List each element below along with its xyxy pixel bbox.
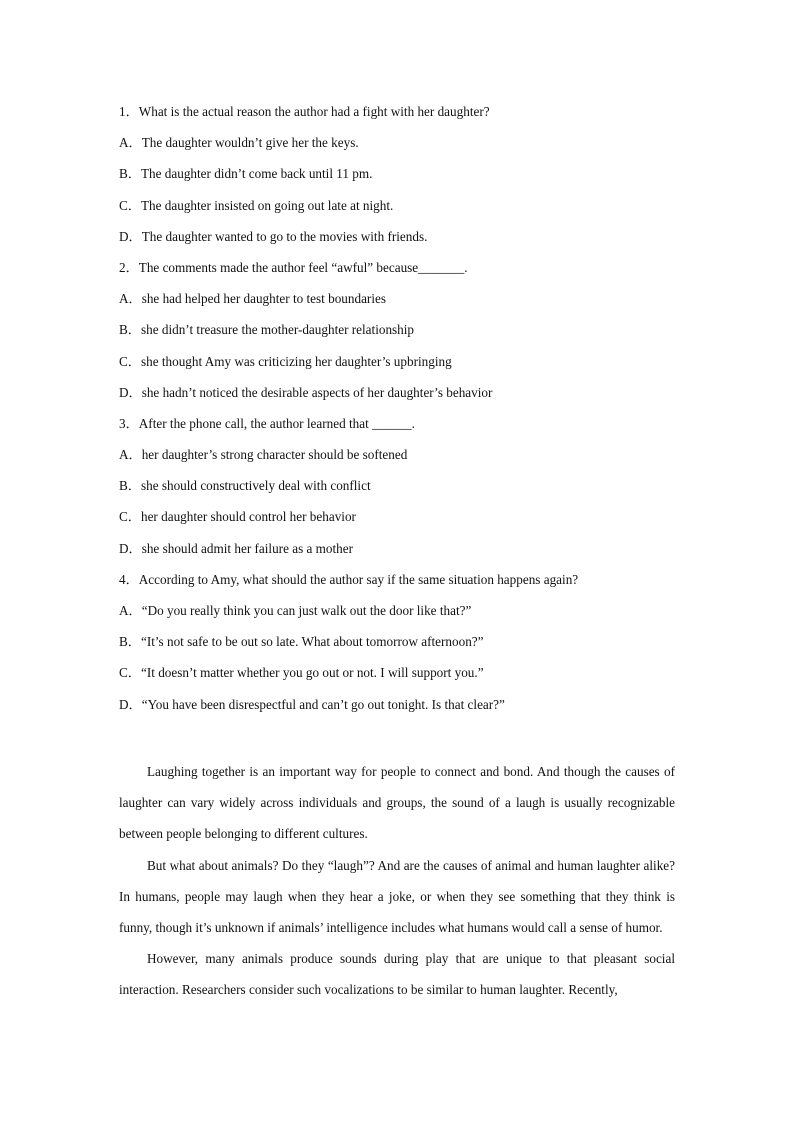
answer-option: D．she hadn’t noticed the desirable aspects of her daughter’s behavior (119, 384, 493, 400)
question-stem: 4．According to Amy, what should the author say if the same situation happens again? (119, 571, 579, 587)
answer-option: B．“It’s not safe to be out so late. What about tomorrow afternoon?” (119, 634, 484, 650)
answer-option: D．she should admit her failure as a mother (119, 540, 354, 556)
question-stem: 1．What is the actual reason the author had a fight with her daughter? (119, 104, 490, 119)
answer-option: B．The daughter didn’t come back until 11 pm. (119, 166, 373, 182)
answer-option: C．her daughter should control her behavior (119, 509, 356, 525)
passage-paragraph: However, many animals produce sounds during play that are unique to that pleasant social interaction. Researchers consider such vocalizations to be similar to human laughter. Recently, (119, 951, 675, 998)
answer-option: C．she thought Amy was criticizing her daughter’s upbringing (119, 353, 452, 369)
answer-option: B．she didn’t treasure the mother-daughter relationship (119, 322, 415, 338)
question-list (119, 101, 679, 725)
answer-option: A．she had helped her daughter to test boundaries (119, 291, 386, 307)
answer-option: A．“Do you really think you can just walk out the door like that?” (119, 603, 472, 618)
answer-option: C．The daughter insisted on going out late at night. (119, 197, 394, 213)
answer-option: C．“It doesn’t matter whether you go out or not. I will support you.” (119, 665, 484, 681)
reading-passage (119, 756, 675, 1006)
answer-option: A．her daughter’s strong character should be softened (119, 447, 408, 463)
answer-option: D．The daughter wanted to go to the movies with friends. (119, 228, 428, 244)
answer-option: B．she should constructively deal with conflict (119, 478, 371, 494)
passage-paragraph: Laughing together is an important way for people to connect and bond. And though the causes of laughter can vary widely across individuals and groups, the sound of a laugh is usually recognizable between people belonging to different cultures. (119, 764, 675, 842)
answer-option: A．The daughter wouldn’t give her the keys. (119, 135, 359, 151)
question-stem: 3．After the phone call, the author learned that ______. (119, 415, 415, 431)
passage-paragraph: But what about animals? Do they “laugh”? And are the causes of animal and human laughter alike? In humans, people may laugh when they hear a joke, or when they see something that they think is funny, though it’s unknown if animals’ intelligence includes what humans would call a sense of humor. (119, 857, 675, 936)
question-stem: 2．The comments made the author feel “awful” because_______. (119, 259, 468, 275)
answer-option: D．“You have been disrespectful and can’t go out tonight. Is that clear?” (119, 696, 505, 712)
